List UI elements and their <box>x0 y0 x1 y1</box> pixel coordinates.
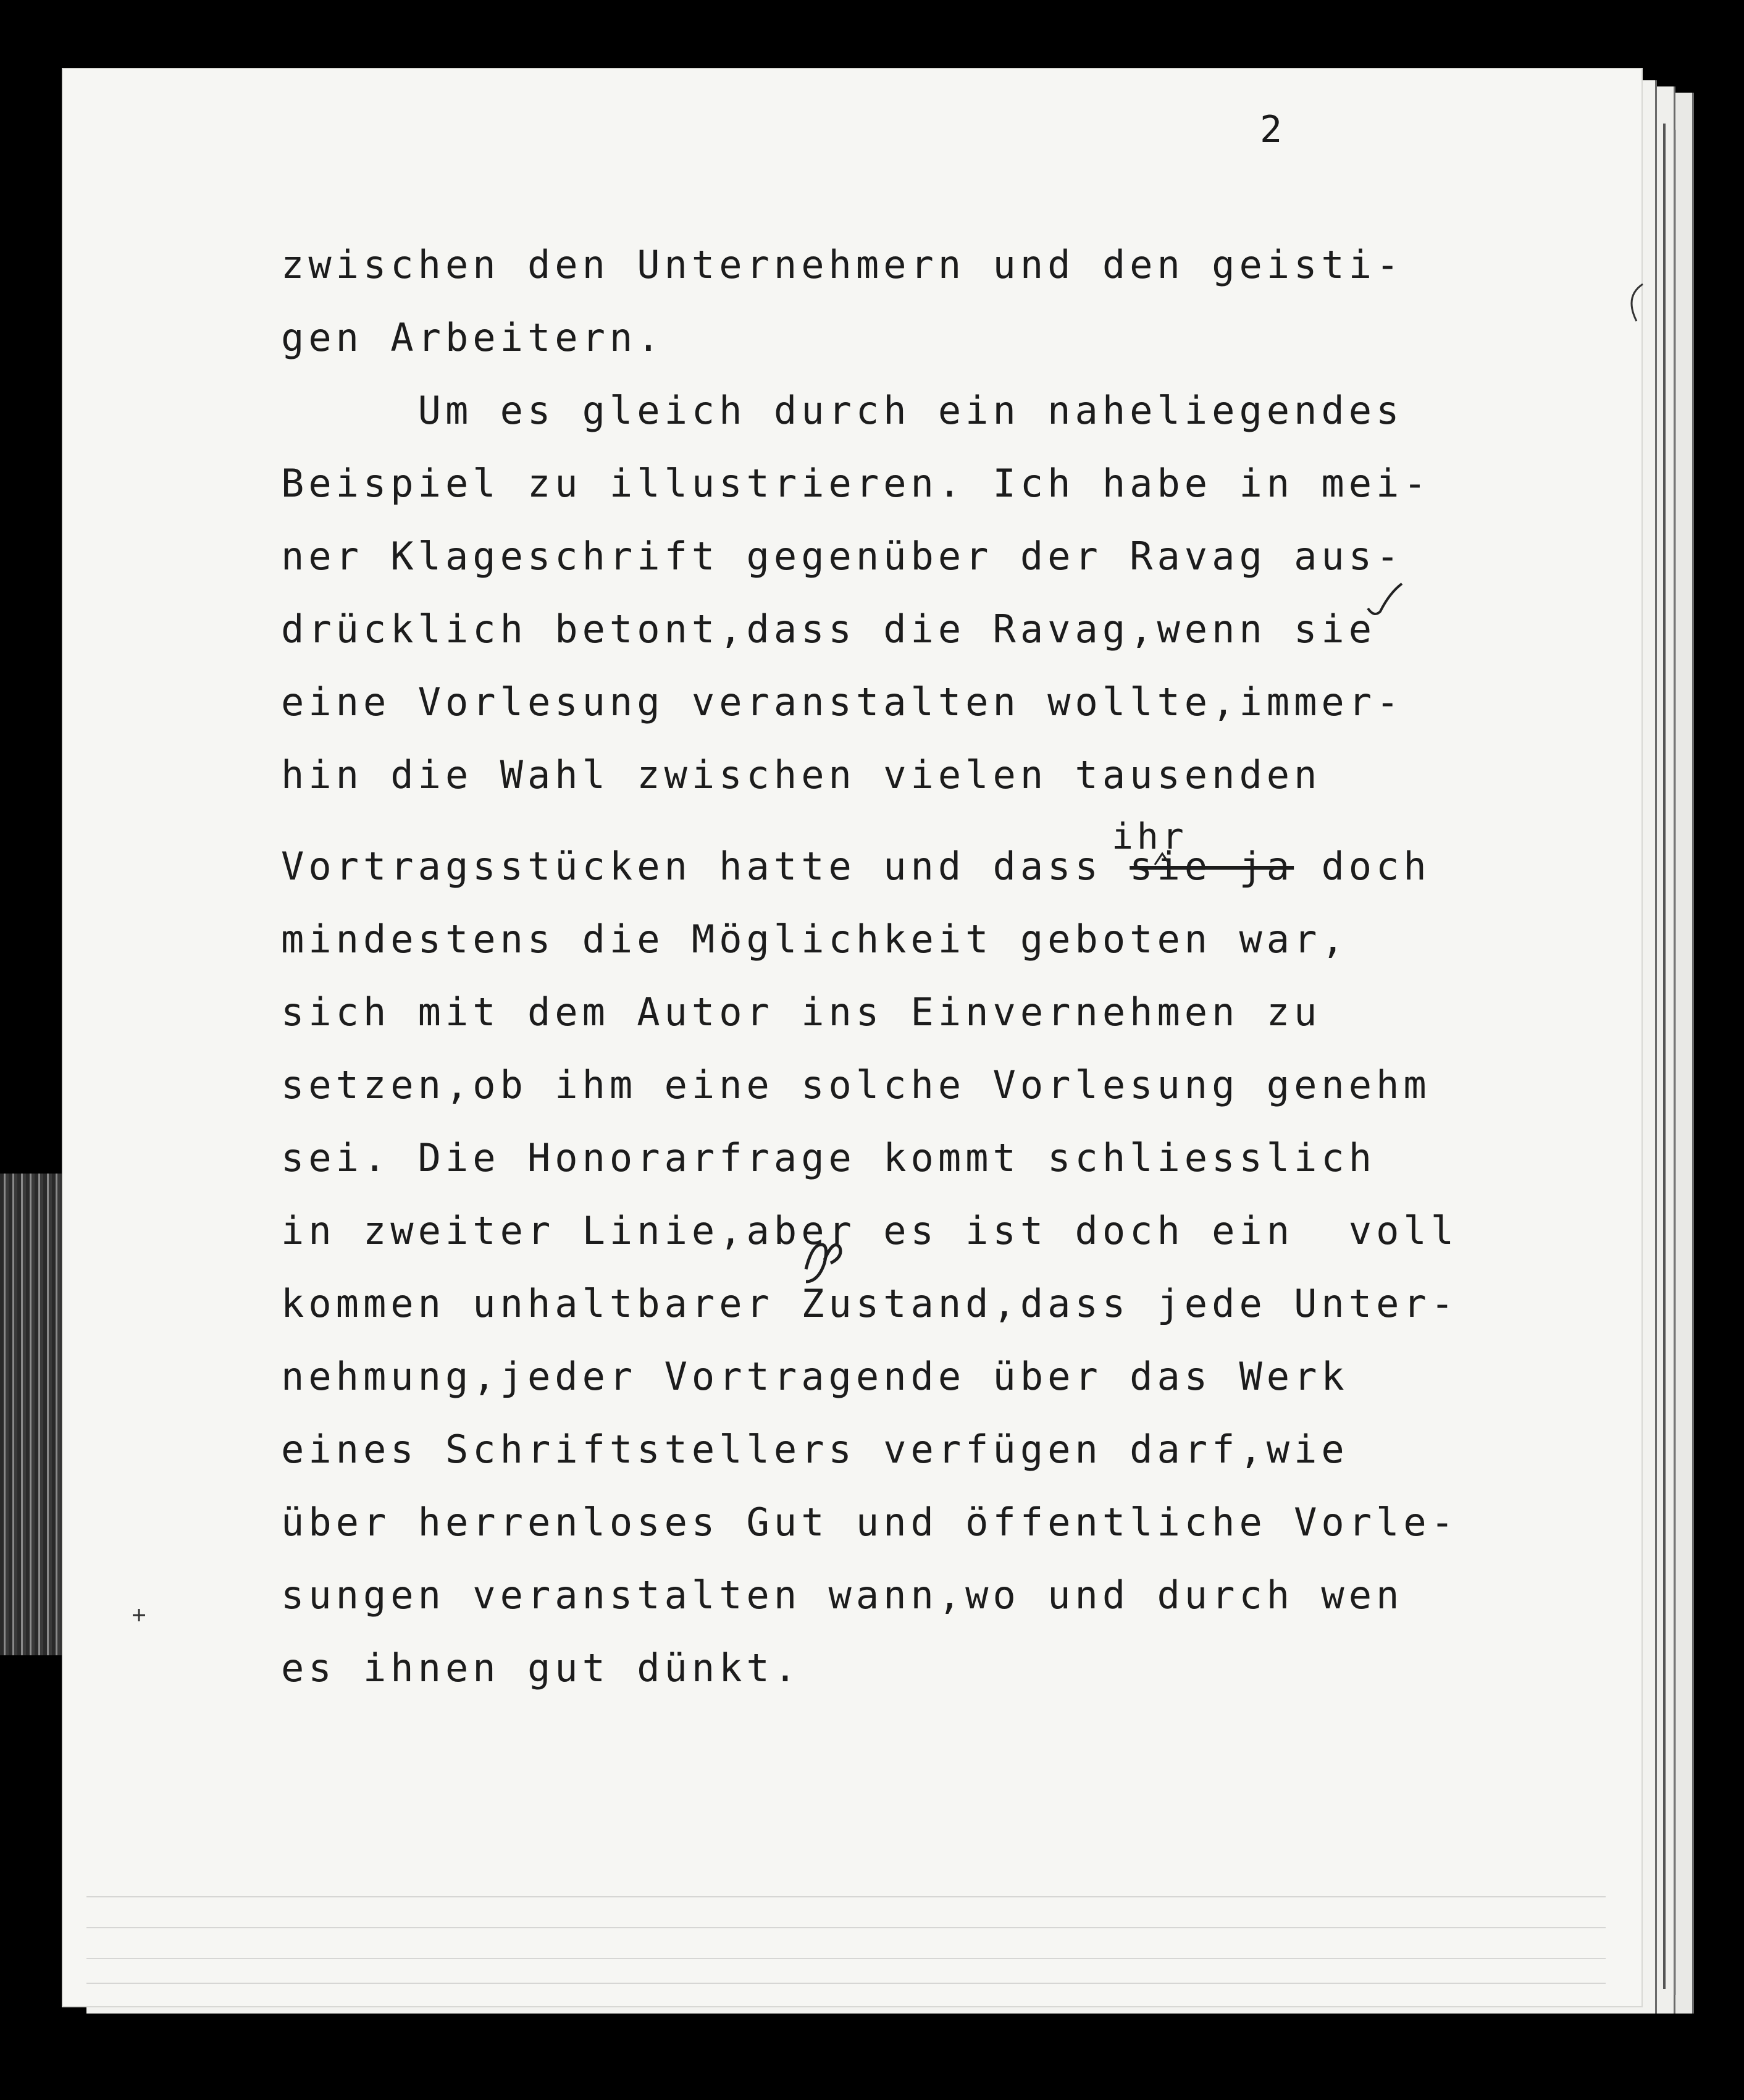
text-line: sich mit dem Autor ins Einvernehmen zu <box>281 989 1322 1035</box>
text-line: Beispiel zu illustrieren. Ich habe in mei- <box>281 461 1431 506</box>
text-line: zwischen den Unternehmern und den geisti- <box>281 242 1404 287</box>
text-line: sei. Die Honorarfrage kommt schliesslich <box>281 1135 1377 1180</box>
ruled-noise-line <box>86 1983 1606 1984</box>
text-segment: doch <box>1294 844 1431 889</box>
text-line: eine Vorlesung veranstalten wollte,immer- <box>281 679 1404 724</box>
text-line: in zweiter Linie,aber es ist doch ein voll <box>281 1208 1459 1253</box>
ruled-noise-line <box>86 1958 1606 1959</box>
text-line-with-correction <box>281 830 1516 903</box>
text-line: drücklich betont,dass die Ravag,wenn sie <box>281 607 1377 652</box>
text-line: eines Schriftstellers verfügen darf,wie <box>281 1427 1349 1472</box>
text-line: nehmung,jeder Vortragende über das Werk <box>281 1354 1349 1399</box>
ruled-noise-line <box>86 1896 1606 1897</box>
text-line: es ihnen gut dünkt. <box>281 1645 802 1690</box>
text-line: ner Klageschrift gegenüber der Ravag aus- <box>281 534 1404 579</box>
struck-out-text: sie ja <box>1130 844 1294 889</box>
text-segment: Vortragsstücken hatte und dass <box>281 844 1130 889</box>
interlinear-insertion: ihr <box>1112 815 1188 857</box>
ruled-noise-line <box>86 1927 1606 1928</box>
text-line: hin die Wahl zwischen vielen tausenden <box>281 752 1322 797</box>
text-line: sungen veranstalten wann,wo und durch wen <box>281 1573 1404 1618</box>
text-line: kommen unhaltbarer Zustand,dass jede Unter- <box>281 1281 1459 1326</box>
text-line: gen Arbeitern. <box>281 315 664 360</box>
text-line: Um es gleich durch ein naheliegendes <box>281 388 1404 433</box>
typed-body-text <box>281 229 1516 1705</box>
text-line: mindestens die Möglichkeit geboten war, <box>281 917 1349 962</box>
text-line: setzen,ob ihm eine solche Vorlesung genehm <box>281 1062 1431 1107</box>
page-number: 2 <box>1260 108 1283 151</box>
text-line: über herrenloses Gut und öffentliche Vorle- <box>281 1500 1459 1545</box>
film-edge-strip <box>0 1174 68 1655</box>
